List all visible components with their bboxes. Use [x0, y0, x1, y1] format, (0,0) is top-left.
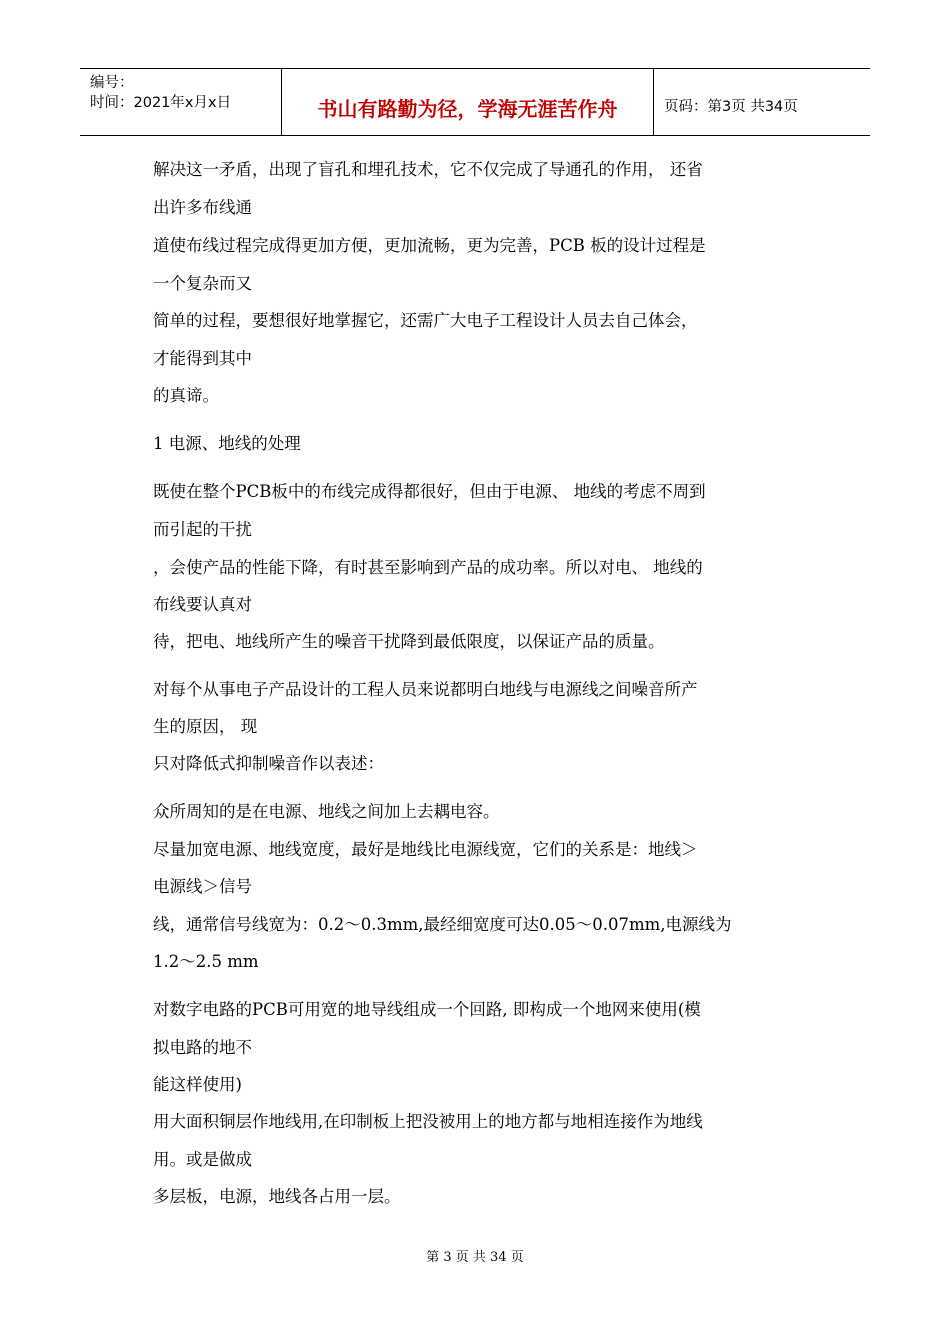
text-line: 才能得到其中	[153, 349, 252, 368]
text-line: 待，把电、地线所产生的噪音干扰降到最低限度，以保证产品的质量。	[153, 632, 665, 651]
text-line: 的真谛。	[153, 386, 219, 405]
page-header	[80, 68, 870, 136]
header-page-info: 页码：第3页 共34页	[664, 99, 798, 115]
text-line: 只对降低式抑制噪音作以表述：	[153, 754, 384, 773]
text-line: 既使在整个PCB板中的布线完成得都很好，但由于电源、 地线的考虑不周到	[153, 482, 706, 501]
header-page-cell	[654, 69, 870, 135]
text-line: 简单的过程，要想很好地掌握它，还需广大电子工程设计人员去自己体会，	[153, 311, 698, 330]
text-line: 解决这一矛盾，出现了盲孔和埋孔技术，它不仅完成了导通孔的作用， 还省	[153, 160, 703, 179]
header-meta-cell	[80, 69, 282, 135]
text-line: 一个复杂而又	[153, 274, 252, 293]
document-date-label: 时间：2021年x月x日	[90, 95, 232, 111]
text-line: 生的原因， 现	[153, 717, 258, 736]
text-line: 对数字电路的PCB可用宽的地导线组成一个回路, 即构成一个地网来使用(模	[153, 1000, 701, 1019]
header-motto: 书山有路勤为径，学海无涯苦作舟	[317, 97, 618, 121]
page-footer: 第 3 页 共 34 页	[426, 1250, 524, 1265]
text-line: 道使布线过程完成得更加方便，更加流畅，更为完善，PCB 板的设计过程是	[153, 236, 706, 255]
text-line: 尽量加宽电源、地线宽度，最好是地线比电源线宽，它们的关系是：地线＞	[153, 840, 698, 859]
section-heading: 1 电源、地线的处理	[153, 434, 301, 453]
text-line: 而引起的干扰	[153, 520, 252, 539]
text-line: 布线要认真对	[153, 595, 252, 614]
text-line: 对每个从事电子产品设计的工程人员来说都明白地线与电源线之间噪音所产	[153, 680, 698, 699]
text-line: 出许多布线通	[153, 198, 252, 217]
text-line: 众所周知的是在电源、地线之间加上去耦电容。	[153, 802, 500, 821]
text-line: 线，通常信号线宽为：0.2～0.3mm,最经细宽度可达0.05～0.07mm,电源线为	[153, 915, 732, 934]
text-line: 用。或是做成	[153, 1150, 252, 1169]
text-line: 能这样使用)	[153, 1075, 242, 1094]
text-line: ，会使产品的性能下降，有时甚至影响到产品的成功率。所以对电、 地线的	[153, 558, 703, 577]
header-motto-cell	[282, 69, 654, 135]
text-line: 1.2～2.5 mm	[153, 952, 259, 971]
text-line: 电源线＞信号	[153, 877, 252, 896]
text-line: 用大面积铜层作地线用,在印制板上把没被用上的地方都与地相连接作为地线	[153, 1112, 703, 1131]
text-line: 多层板，电源，地线各占用一层。	[153, 1187, 401, 1206]
document-number-label: 编号：	[90, 75, 134, 91]
text-line: 拟电路的地不	[153, 1038, 252, 1057]
